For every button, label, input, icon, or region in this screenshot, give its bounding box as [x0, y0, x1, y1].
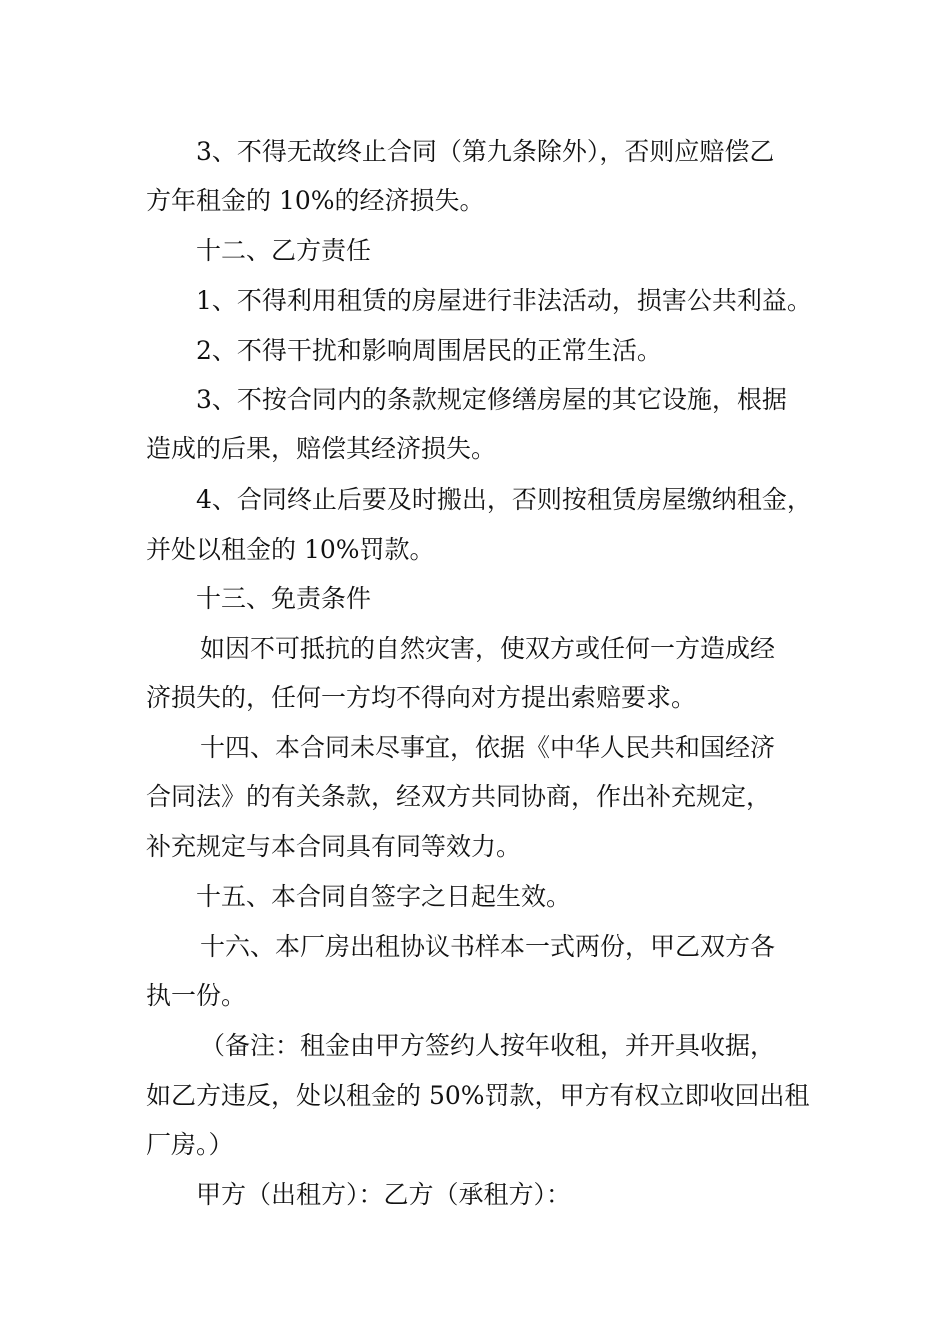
text-line: 造成的后果，赔偿其经济损失。 [146, 434, 497, 463]
note-line: 厂房。） [146, 1130, 234, 1159]
text-line: 并处以租金的 10%罚款。 [146, 535, 435, 564]
text-line: 如因不可抵抗的自然灾害，使双方或任何一方造成经 [200, 634, 776, 663]
text-line: 济损失的，任何一方均不得向对方提出索赔要求。 [146, 683, 697, 712]
text-line: 合同法》的有关条款，经双方共同协商，作出补充规定， [146, 782, 772, 811]
section-heading: 十三、免责条件 [196, 584, 372, 613]
text-line: 十四、本合同未尽事宜，依据《中华人民共和国经济 [200, 733, 776, 762]
text-line: 十六、本厂房出租协议书样本一式两份，甲乙双方各 [200, 932, 776, 961]
text-line: 补充规定与本合同具有同等效力。 [146, 832, 522, 861]
text-line: 2、不得干扰和影响周围居民的正常生活。 [196, 336, 662, 365]
text-line: 3、不得无故终止合同（第九条除外），否则应赔偿乙 [196, 137, 775, 166]
text-line: 1、不得利用租赁的房屋进行非法活动，损害公共利益。 [196, 286, 812, 315]
text-line: 方年租金的 10%的经济损失。 [146, 186, 485, 215]
signature-line: 甲方（出租方）：乙方（承租方）： [196, 1180, 572, 1209]
text-line: 执一份。 [146, 981, 247, 1010]
text-line: 3、不按合同内的条款规定修缮房屋的其它设施，根据 [196, 385, 787, 414]
note-line: 如乙方违反，处以租金的 50%罚款，甲方有权立即收回出租 [146, 1081, 810, 1110]
text-line: 十五、本合同自签字之日起生效。 [196, 882, 572, 911]
text-line: 4、合同终止后要及时搬出，否则按租赁房屋缴纳租金， [196, 485, 812, 514]
note-line: （备注：租金由甲方签约人按年收租，并开具收据， [200, 1031, 776, 1060]
section-heading: 十二、乙方责任 [196, 236, 372, 265]
